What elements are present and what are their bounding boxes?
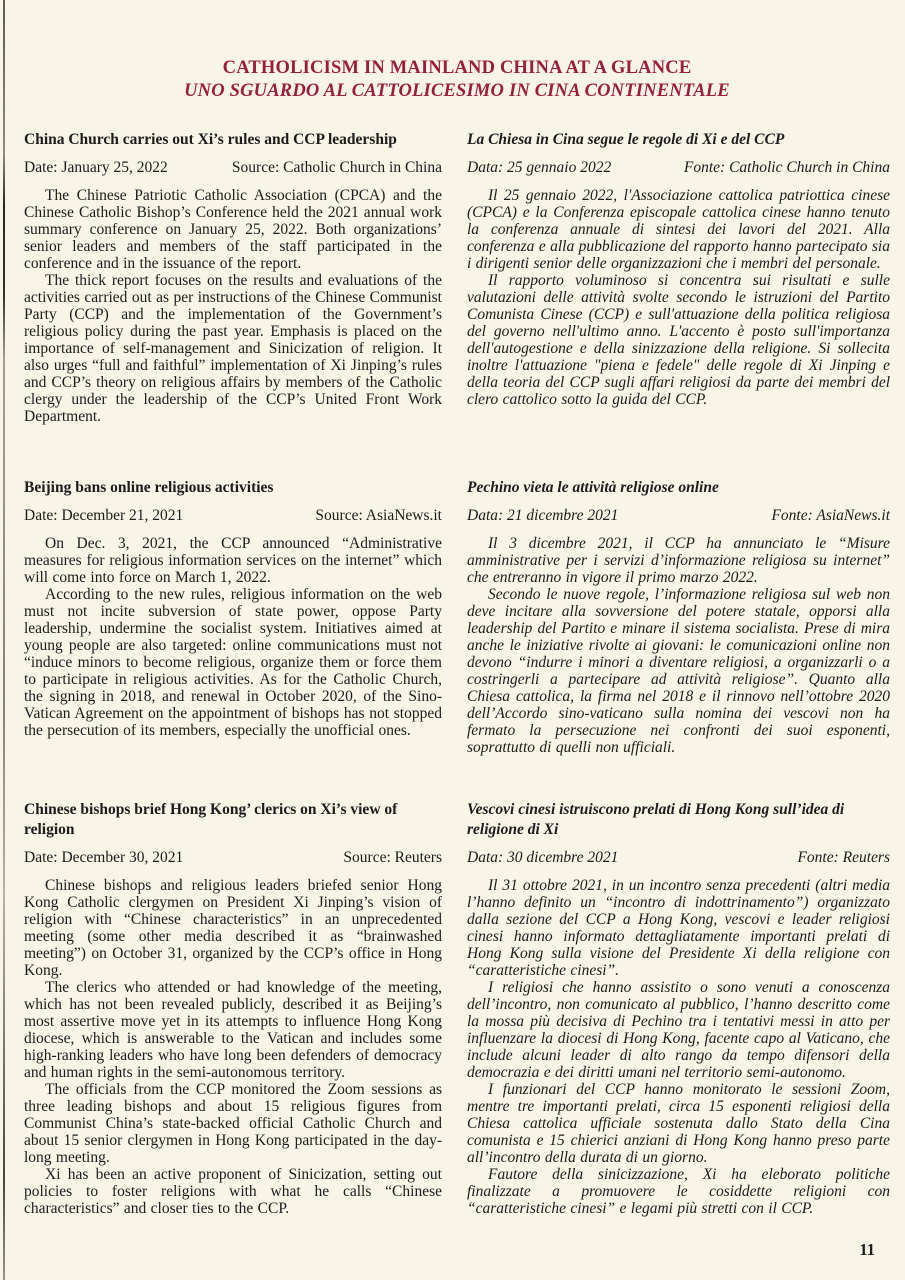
article-paragraph: The thick report focuses on the results and evaluations of the activities carried out as per instructions of the Chinese Communist Party (CCP) and the implementation of the Government’s religious policy during the past year. Emphasis is placed on the importance of self-management and Sinicization of religion. It also urges “full and faithful” implementation of Xi Jinping’s rules and CCP’s theory on religious affairs by members of the Catholic clergy under the leadership of the CCP’s United Front Work Department. [24, 272, 442, 425]
article-date: Data: 30 dicembre 2021 [467, 849, 619, 866]
document-title [24, 57, 890, 103]
document-title-english: CATHOLICISM IN MAINLAND CHINA AT A GLANCE [222, 58, 692, 78]
article-source: Source: Reuters [343, 849, 442, 866]
article-source: Fonte: Reuters [797, 849, 890, 866]
article-dateline [467, 506, 890, 526]
article-2-english [24, 478, 442, 800]
article-row-3 [24, 800, 890, 1217]
article-source: Fonte: Catholic Church in China [683, 159, 890, 176]
article-date: Date: January 25, 2022 [24, 159, 168, 176]
article-paragraph: Secondo le nuove regole, l’informazione religiosa sul web non deve incitare alla sovversione del potere statale, opporsi alla leadership del Partito e minare il sistema socialista. Prese di mira anche le iniziative rivolte ai giovani: le comunicazioni online non devono “indurre i minori a diventare religiosi, a organizzarli o a costringerli a partecipare ad attività religiose”. Quanto alla Chiesa cattolica, la firma nel 2018 e il rinnovo nell’ottobre 2020 dell’Accordo sino-vaticano sulla nomina dei vescovi non ha fermato la persecuzione nei confronti dei suoi esponenti, soprattutto di quelli non ufficiali. [467, 586, 890, 756]
article-dateline [24, 506, 442, 526]
article-heading: La Chiesa in Cina segue le regole di Xi e del CCP [467, 131, 785, 148]
article-row-2 [24, 478, 890, 800]
article-paragraph: On Dec. 3, 2021, the CCP announced “Administrative measures for religious information services on the internet” which will come into force on March 1, 2022. [24, 535, 442, 586]
article-2-italian [467, 478, 890, 800]
page-number: 11 [859, 1240, 875, 1259]
article-heading: Pechino vieta le attività religiose online [467, 479, 719, 496]
article-paragraph: Chinese bishops and religious leaders briefed senior Hong Kong Catholic clergymen on President Xi Jinping’s vision of religion with “Chinese characteristics” in an unprecedented meeting (some other media described it as “brainwashed meeting”) on October 31, organized by the CCP’s office in Hong Kong. [24, 877, 442, 979]
article-date: Data: 21 dicembre 2021 [467, 507, 619, 524]
article-paragraph: The Chinese Patriotic Catholic Association (CPCA) and the Chinese Catholic Bishop’s Conference held the 2021 annual work summary conference on January 25, 2022. Both organizations’ senior leaders and members of the staff participated in the conference and in the issuance of the report. [24, 187, 442, 272]
article-row-1 [24, 130, 890, 478]
article-date: Date: December 21, 2021 [24, 507, 184, 524]
article-paragraph: Il 25 gennaio 2022, l'Associazione cattolica patriottica cinese (CPCA) e la Conferenza episcopale cattolica cinese hanno tenuto la conferenza annuale di sintesi dei lavori del 2021. Alla conferenza e alla pubblicazione del rapporto hanno partecipato sia i dirigenti senior delle organizzazioni che i membri del personale. [467, 187, 890, 272]
article-source: Source: Catholic Church in China [231, 159, 442, 176]
article-paragraph: Il 31 ottobre 2021, in un incontro senza precedenti (altri media l’hanno definito un “incontro di indottrinamento”) organizzato dalla sezione del CCP a Hong Kong, vescovi e leader religiosi cinesi hanno informato dettagliatamente importanti prelati di Hong Kong sulla visione del Presidente Xi della religione con “caratteristiche cinesi”. [467, 877, 890, 979]
article-3-english [24, 800, 442, 1217]
article-heading: Chinese bishops brief Hong Kong’ clerics on Xi’s view of religion [24, 801, 398, 838]
article-paragraph: I religiosi che hanno assistito o sono venuti a conoscenza dell’incontro, non comunicato al pubblico, l’hanno descritto come la mossa più decisiva di Pechino tra i tentativi messi in atto per influenzare la diocesi di Hong Kong, facente capo al Vaticano, che include alcuni leader di alto rango da tempo difensori della democrazia e dei diritti umani nel territorio semi-autonomo. [467, 979, 890, 1081]
article-dateline [467, 158, 890, 178]
article-1-english [24, 130, 442, 478]
article-source: Source: AsiaNews.it [315, 507, 442, 524]
article-heading: Vescovi cinesi istruiscono prelati di Hong Kong sull’idea di religione di Xi [467, 801, 845, 838]
article-dateline [24, 848, 442, 868]
article-dateline [467, 848, 890, 868]
article-paragraph: The officials from the CCP monitored the Zoom sessions as three leading bishops and about 15 religious figures from Communist China’s state-backed official Catholic Church and about 15 senior clergymen in Hong Kong participated in the day-long meeting. [24, 1081, 442, 1166]
article-paragraph: Il 3 dicembre 2021, il CCP ha annunciato le “Misure amministrative per i servizi d’informazione religiosa su internet” che entreranno in vigore il primo marzo 2022. [467, 535, 890, 586]
article-paragraph: Il rapporto voluminoso si concentra sui risultati e sulle valutazioni delle attività svolte secondo le istruzioni del Partito Comunista Cinese (CCP) e sull'attuazione della politica religiosa del governo nell'ultimo anno. L'accento è posto sull'importanza dell'autogestione e della sinizzazione della religione. Si sollecita inoltre l'attuazione "piena e fedele" delle regole di Xi Jinping e della teoria del CCP sugli affari religiosi da parte dei membri del clero cattolico sotto la guida del CCP. [467, 272, 890, 408]
article-3-italian [467, 800, 890, 1217]
article-paragraph: The clerics who attended or had knowledge of the meeting, which has not been revealed publicly, described it as Beijing’s most assertive move yet in its attempts to influence Hong Kong diocese, which is answerable to the Vatican and includes some high-ranking leaders who have long been defenders of democracy and human rights in the semi-autonomous territory. [24, 979, 442, 1081]
article-date: Data: 25 gennaio 2022 [467, 159, 612, 176]
article-paragraph: Fautore della sinicizzazione, Xi ha eleborato politiche finalizzate a promuovere le cosiddette religioni con “caratteristiche cinesi” e legami più stretti con il CCP. [467, 1166, 890, 1217]
article-paragraph: I funzionari del CCP hanno monitorato le sessioni Zoom, mentre tre importanti prelati, circa 15 esponenti religiosi della Chiesa cattolica ufficiale sostenuta dallo Stato della Cina comunista e 15 chierici anziani di Hong Kong hanno preso parte all’incontro della durata di un giorno. [467, 1081, 890, 1166]
article-date: Date: December 30, 2021 [24, 849, 184, 866]
article-paragraph: Xi has been an active proponent of Sinicization, setting out policies to foster religions with what he calls “Chinese characteristics” and closer ties to the CCP. [24, 1166, 442, 1217]
article-dateline [24, 158, 442, 178]
document-title-italian: UNO SGUARDO AL CATTOLICESIMO IN CINA CONTINENTALE [184, 81, 730, 101]
article-source: Fonte: AsiaNews.it [771, 507, 890, 524]
article-1-italian [467, 130, 890, 478]
article-heading: China Church carries out Xi’s rules and CCP leadership [24, 131, 397, 148]
article-paragraph: According to the new rules, religious information on the web must not incite subversion of state power, oppose Party leadership, undermine the socialist system. Initiatives aimed at young people are also targeted: online communications must not “induce minors to become religious, organize them or force them to participate in religious activities. As for the Catholic Church, the signing in 2018, and renewal in October 2020, of the Sino-Vatican Agreement on the appointment of bishops has not stopped the persecution of its members, especially the unofficial ones. [24, 586, 442, 739]
article-heading: Beijing bans online religious activities [24, 479, 274, 496]
